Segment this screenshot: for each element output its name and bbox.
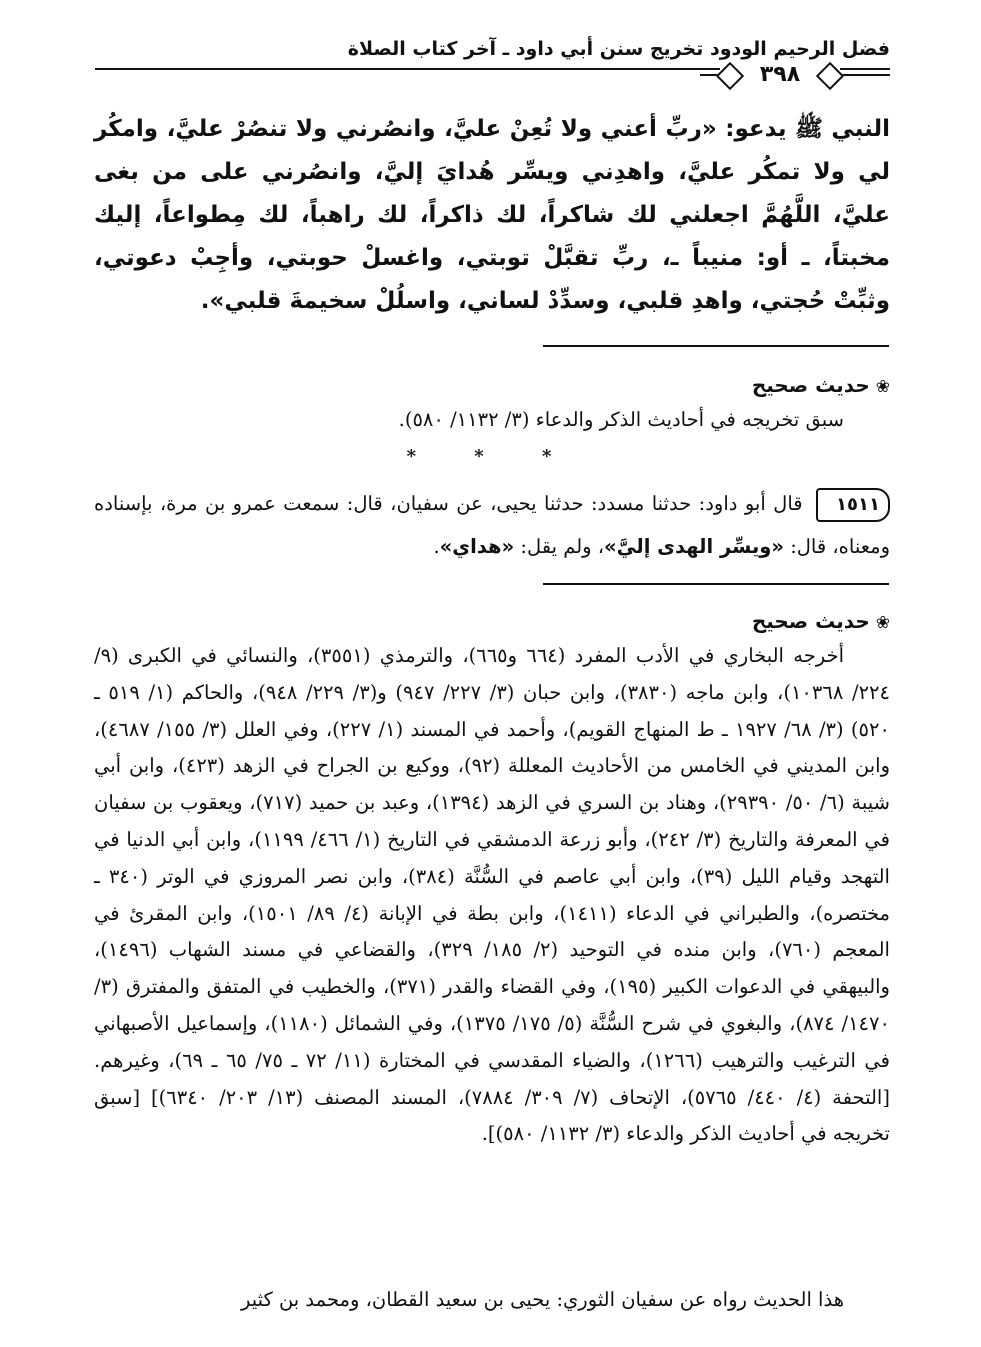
running-header: فضل الرحيم الودود تخريج سنن أبي داود ـ آخر كتاب الصلاة — [347, 38, 890, 60]
takhrij-paragraph: أخرجه البخاري في الأدب المفرد (٦٦٤ و٦٦٥)، والترمذي (٣٥٥١)، والنسائي في الكبرى (٩/ ٢٢٤/ ١٠٣٦٨)، وابن ماجه (٣٨٣٠)، وابن حبان (٣/ ٢٢٧/ ٩٤٧) و(٣/ ٢٢٩/ ٩٤٨)، والحاكم (١/ ٥١٩ ـ ٥٢٠) (٣/ ٦٨/ ١٩٢٧ ـ ط المنهاج القويم)، وأحمد في المسند (١/ ٢٢٧)، وفي العلل (٣/ ١٥٥/ ٤٦٨٧)، وابن المديني في الخامس من الأحاديث المعللة (٩٢)، ووكيع بن الجراح في الزهد (٤٢٣)، وابن أبي شيبة (٦/ ٥٠/ ٢٩٣٩٠)، وهناد بن السري في الزهد (١٣٩٤)، وعبد بن حميد (٧١٧)، ويعقوب بن سفيان في المعرفة والتاريخ (٣/ ٢٤٢)، وأبو زرعة الدمشقي في التاريخ (١/ ٤٦٦/ ١١٩٩)، وابن أبي الدنيا في التهجد وقيام الليل (٣٩)، وابن أبي عاصم في السُّنَّة (٣٨٤)، وابن نصر المروزي في الوتر (٣٤٠ ـ مختصره)، والطبراني في الدعاء (١٤١١)، وابن بطة في الإبانة (٤/ ٨٩/ ١٥٠١)، وابن المقرئ في المعجم (٧٦٠)، وابن منده في التوحيد (٢/ ١٨٥/ ٣٢٩)، والقضاعي في مسند الشهاب (١٤٩٦)، والبيهقي في الدعوات الكبير (١٩٥)، وفي القضاء والقدر (٣٧١)، والخطيب في المتفق والمفترق (٣/ ١٤٧٠/ ٨٧٤)، والبغوي في شرح السُّنَّة (٥/ ١٧٥/ ١٣٧٥)، وفي الشمائل (١١٨٠)، وإسماعيل الأصبهاني في الترغيب والترهيب (١٢٦٦)، والضياء المقدسي في المختارة (١١/ ٧٢ ـ ٧٥/ ٦٥ ـ ٦٩)، وغيرهم. [التحفة (٤/ ٤٤٠/ ٥٧٦٥)، الإتحاف (٧/ ٣٠٩/ ٧٨٨٤)، المسند المصنف (١٣/ ٢٠٣/ ٦٣٤٠)] [سبق تخريجه في أحاديث الذكر والدعاء (٣/ ١١٣٢/ ٥٨٠)]. — [94, 644, 890, 1146]
hadith-text: النبي ﷺ يدعو: «ربِّ أعني ولا تُعِنْ عليَّ، وانصُرني ولا تنصُرْ عليَّ، وامكُر لي ولا تمكُر عليَّ، واهدِني ويسِّر هُدايَ إليَّ، وانصُرني على من بغى عليَّ، اللَّهُمَّ اجعلني لك شاكراً، لك ذاكراً، لك راهباً، لك مِطواعاً، إليك مخبتاً، ـ أو: منيباً ـ، ربِّ تقبَّلْ توبتي، واغسلْ حوبتي، وأجِبْ دعوتي، وثبِّتْ حُجتي، واهدِ قلبي، وسدِّدْ لساني، واسلُلْ سخيمةَ قلبي». — [94, 116, 890, 314]
grade-label-2: حديث صحيح — [751, 609, 870, 633]
grade-label-1: حديث صحيح — [751, 373, 870, 397]
section-divider-2 — [543, 583, 889, 585]
flower-bullet-icon: ❀ — [875, 377, 890, 397]
takhrij-note-1: سبق تخريجه في أحاديث الذكر والدعاء (٣/ ١١٣٢/ ٥٨٠). — [398, 408, 844, 431]
separator-stars: * * * — [406, 446, 578, 467]
hadith-1511-text-before: قال أبو داود: حدثنا مسدد: حدثنا يحيى، عن سفيان، قال: سمعت عمرو بن مرة، بإسناده ومعناه، قال: — [94, 492, 890, 558]
hadith-1511 — [94, 482, 890, 568]
page-number-ornament — [720, 60, 840, 90]
hadith-1511-text-middle: ، ولم يقل: — [520, 535, 605, 558]
hadith-1511-quote-2: «هداي» — [439, 535, 515, 558]
hadith-number-badge: ١٥١١ — [816, 488, 890, 522]
grade-heading-2 — [94, 606, 890, 638]
last-line-paragraph: هذا الحديث رواه عن سفيان الثوري: يحيى بن سعيد القطان، ومحمد بن كثير — [240, 1288, 844, 1311]
section-divider-1 — [543, 345, 889, 347]
page-number: ٣٩٨ — [759, 62, 801, 87]
grade-heading-1 — [94, 370, 890, 402]
hadith-1511-quote-1: «ويسِّر الهدى إليَّ» — [604, 535, 784, 558]
hadith-1511-text-end: . — [433, 535, 440, 558]
flower-bullet-icon: ❀ — [875, 613, 890, 633]
